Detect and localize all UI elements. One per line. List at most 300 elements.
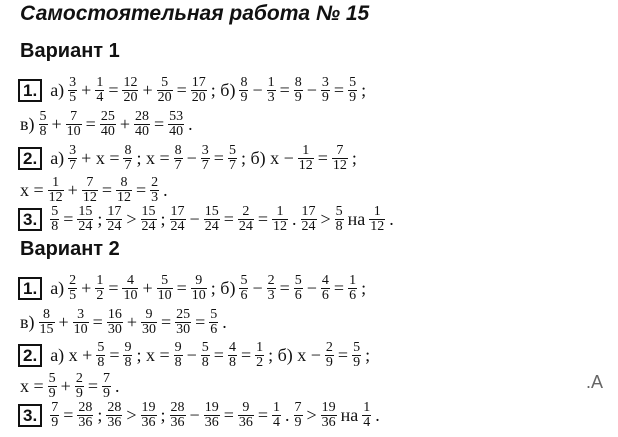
fraction-numerator: 2: [242, 203, 250, 219]
fraction-numerator: 25: [176, 306, 191, 322]
fraction-numerator: 28: [134, 108, 149, 124]
fraction: [239, 274, 248, 303]
fraction: [335, 205, 344, 234]
fraction-numerator: 8: [240, 74, 248, 90]
math-text: ;: [361, 277, 367, 298]
fraction: [141, 401, 157, 430]
math-text: ;: [365, 344, 371, 365]
fraction-numerator: 53: [169, 108, 184, 124]
fraction-denominator: 40: [100, 123, 115, 139]
fraction-numerator: 5: [97, 339, 105, 355]
math-text: x =: [20, 179, 44, 200]
fraction-denominator: 3: [267, 89, 275, 105]
fraction-numerator: 5: [349, 74, 357, 90]
fraction-denominator: 10: [191, 287, 206, 303]
fraction-numerator: 1: [276, 203, 284, 219]
fraction-denominator: 9: [294, 414, 302, 430]
fraction: [174, 144, 183, 173]
math-text: −: [189, 208, 200, 229]
fraction-denominator: 36: [170, 414, 185, 430]
fraction-denominator: 9: [294, 89, 302, 105]
fraction: [170, 205, 186, 234]
math-text: .: [163, 179, 168, 200]
fraction-numerator: 1: [52, 174, 60, 190]
fraction-numerator: 1: [96, 272, 104, 288]
fraction-numerator: 2: [267, 272, 275, 288]
math-text: >: [126, 208, 137, 229]
fraction: [204, 401, 220, 430]
fraction-numerator: 2: [75, 370, 83, 386]
variant-1-line-1: [18, 72, 368, 108]
fraction-numerator: 5: [161, 74, 169, 90]
fraction-numerator: 15: [78, 203, 93, 219]
fraction-numerator: 8: [294, 74, 302, 90]
fraction-denominator: 24: [141, 218, 156, 234]
fraction-denominator: 24: [204, 218, 219, 234]
fraction-numerator: 1: [273, 399, 280, 415]
fraction-numerator: 28: [170, 399, 185, 415]
fraction: [321, 274, 330, 303]
fraction-numerator: 9: [145, 306, 153, 322]
math-text: =: [279, 79, 290, 100]
fraction-denominator: 9: [240, 89, 248, 105]
fraction-numerator: 9: [242, 399, 250, 415]
fraction-denominator: 8: [335, 218, 343, 234]
fraction: [77, 401, 93, 430]
fraction-denominator: 10: [73, 321, 88, 337]
fraction-denominator: 7: [201, 157, 209, 173]
variant-2-heading: Вариант 2: [20, 238, 120, 260]
math-text: −: [186, 344, 197, 365]
fraction: [141, 205, 157, 234]
fraction: [68, 144, 77, 173]
math-text: на: [340, 404, 359, 425]
fraction: [170, 401, 186, 430]
fraction-numerator: 1: [302, 142, 310, 158]
fraction-denominator: 6: [321, 287, 329, 303]
fraction-denominator: 10: [123, 287, 138, 303]
variant-1-line-2: [18, 106, 195, 142]
math-text: +: [119, 113, 130, 134]
math-text: =: [279, 277, 290, 298]
fraction-denominator: 4: [273, 414, 280, 430]
fraction-denominator: 8: [124, 354, 132, 370]
fraction: [122, 76, 138, 105]
fraction-numerator: 9: [195, 272, 203, 288]
fraction-numerator: 1: [363, 399, 371, 415]
fraction-numerator: 25: [100, 108, 115, 124]
fraction-numerator: 4: [321, 272, 329, 288]
fraction-denominator: 15: [39, 321, 54, 337]
fraction-numerator: 4: [126, 272, 134, 288]
fraction-denominator: 9: [321, 89, 329, 105]
fraction: [134, 110, 150, 139]
math-text: =: [333, 79, 345, 100]
fraction-numerator: 3: [69, 142, 77, 158]
fraction-numerator: 28: [107, 399, 122, 415]
fraction-denominator: 20: [123, 89, 138, 105]
fraction-denominator: 9: [353, 354, 361, 370]
fraction-denominator: 6: [210, 321, 218, 337]
math-text: =: [109, 344, 120, 365]
variant-2-line-2: [18, 304, 229, 340]
fraction-numerator: 17: [170, 203, 185, 219]
math-text: x =: [20, 375, 44, 396]
fraction-denominator: 8: [51, 218, 59, 234]
fraction-denominator: 36: [78, 414, 93, 430]
fraction: [174, 341, 183, 370]
math-text: =: [85, 113, 96, 134]
fraction-numerator: 28: [78, 399, 93, 415]
fraction: [294, 76, 303, 105]
math-text: −: [306, 79, 317, 100]
fraction: [73, 308, 89, 337]
fraction-denominator: 36: [107, 414, 122, 430]
fraction-numerator: 1: [96, 74, 104, 90]
fraction-denominator: 4: [363, 414, 371, 430]
fraction-numerator: 8: [120, 174, 128, 190]
fraction-denominator: 6: [349, 287, 357, 303]
task-number-box: 3.: [18, 208, 42, 231]
fraction-denominator: 6: [240, 287, 248, 303]
fraction: [95, 274, 104, 303]
variant-2-line-5: [18, 397, 382, 433]
math-text: >: [306, 404, 317, 425]
task-number-box: 3.: [18, 404, 42, 427]
fraction-denominator: 12: [116, 189, 131, 205]
margin-mark: .A: [586, 372, 604, 392]
fraction-denominator: 30: [107, 321, 122, 337]
fraction-denominator: 2: [256, 354, 264, 370]
math-text: в): [20, 113, 35, 134]
fraction-numerator: 5: [240, 272, 248, 288]
fraction-numerator: 7: [336, 142, 344, 158]
math-text: =: [63, 208, 74, 229]
fraction-denominator: 36: [321, 414, 336, 430]
fraction-numerator: 19: [141, 399, 156, 415]
task-number-box: 2.: [18, 147, 42, 170]
fraction: [294, 401, 303, 430]
math-text: =: [223, 208, 234, 229]
fraction-denominator: 5: [69, 89, 77, 105]
math-text: =: [63, 404, 74, 425]
fraction: [267, 274, 276, 303]
math-text: на: [347, 208, 366, 229]
fraction-denominator: 24: [170, 218, 185, 234]
fraction-numerator: 5: [48, 370, 56, 386]
fraction-numerator: 17: [191, 74, 206, 90]
fraction-numerator: 9: [174, 339, 182, 355]
math-text: ;: [97, 208, 103, 229]
fraction-denominator: 7: [228, 157, 236, 173]
fraction: [321, 401, 337, 430]
fraction-denominator: 5: [69, 287, 77, 303]
fraction-denominator: 24: [78, 218, 93, 234]
math-text: ;: [351, 147, 357, 168]
fraction: [228, 341, 237, 370]
fraction: [191, 76, 207, 105]
math-text: =: [333, 277, 345, 298]
fraction-numerator: 5: [294, 272, 302, 288]
fraction-denominator: 8: [174, 354, 182, 370]
math-text: .: [389, 208, 394, 229]
math-text: а): [50, 147, 65, 168]
math-text: ;: [160, 208, 166, 229]
math-text: .: [375, 404, 380, 425]
fraction-denominator: 12: [332, 157, 347, 173]
fraction-denominator: 2: [96, 287, 104, 303]
fraction-denominator: 12: [370, 218, 385, 234]
math-text: +: [60, 375, 71, 396]
fraction: [106, 205, 122, 234]
fraction: [348, 274, 357, 303]
task-number-box: 1.: [18, 277, 42, 300]
fraction-denominator: 9: [51, 414, 59, 430]
fraction: [39, 110, 48, 139]
math-text: ;: [97, 404, 103, 425]
math-text: а) x +: [50, 344, 93, 365]
fraction-denominator: 40: [169, 123, 184, 139]
fraction-denominator: 9: [48, 385, 56, 401]
fraction-denominator: 12: [298, 157, 313, 173]
fraction-denominator: 36: [204, 414, 219, 430]
fraction-denominator: 20: [191, 89, 206, 105]
fraction: [321, 76, 330, 105]
math-text: =: [135, 179, 147, 200]
fraction: [191, 274, 207, 303]
fraction-numerator: 17: [107, 203, 122, 219]
math-text: ;: [160, 404, 166, 425]
fraction: [122, 274, 138, 303]
math-text: +: [126, 311, 137, 332]
math-text: >: [320, 208, 331, 229]
fraction-numerator: 3: [69, 74, 77, 90]
math-text: +: [142, 277, 153, 298]
fraction: [50, 401, 59, 430]
fraction-numerator: 3: [201, 142, 209, 158]
math-text: =: [213, 147, 224, 168]
math-text: +: [58, 311, 69, 332]
fraction-numerator: 12: [123, 74, 138, 90]
page-title: Самостоятельная работа № 15: [20, 2, 370, 25]
fraction: [39, 308, 55, 337]
fraction: [239, 76, 248, 105]
fraction: [68, 274, 77, 303]
fraction-numerator: 15: [141, 203, 156, 219]
task-number-box: 2.: [18, 344, 42, 367]
fraction: [141, 308, 157, 337]
fraction-denominator: 3: [267, 287, 275, 303]
variant-1-line-5: [18, 201, 396, 237]
math-text: .: [188, 113, 193, 134]
fraction: [294, 274, 303, 303]
math-text: =: [92, 311, 103, 332]
fraction-denominator: 8: [228, 354, 236, 370]
fraction-denominator: 8: [201, 354, 209, 370]
math-text: + x =: [81, 147, 120, 168]
fraction: [66, 110, 82, 139]
fraction: [68, 76, 77, 105]
math-text: а): [50, 79, 65, 100]
math-text: =: [108, 79, 119, 100]
math-text: =: [223, 404, 234, 425]
fraction-numerator: 5: [51, 203, 59, 219]
fraction-denominator: 40: [134, 123, 149, 139]
math-text: +: [81, 277, 92, 298]
fraction: [96, 341, 105, 370]
fraction-numerator: 5: [201, 339, 209, 355]
fraction-numerator: 5: [335, 203, 343, 219]
math-text: =: [160, 311, 172, 332]
fraction-denominator: 7: [69, 157, 77, 173]
math-text: в): [20, 311, 35, 332]
fraction-denominator: 36: [141, 414, 156, 430]
fraction: [272, 205, 288, 234]
fraction-denominator: 36: [238, 414, 253, 430]
fraction-denominator: 9: [102, 385, 110, 401]
fraction-numerator: 7: [102, 370, 110, 386]
math-text: −: [186, 147, 197, 168]
fraction-numerator: 1: [267, 74, 275, 90]
fraction-numerator: 8: [124, 142, 132, 158]
fraction-numerator: 5: [39, 108, 47, 124]
math-text: =: [257, 404, 268, 425]
fraction-numerator: 16: [107, 306, 122, 322]
fraction: [77, 205, 93, 234]
fraction: [50, 205, 59, 234]
fraction-denominator: 3: [151, 189, 159, 205]
fraction-numerator: 19: [204, 399, 219, 415]
math-text: =: [153, 113, 165, 134]
fraction: [123, 144, 132, 173]
fraction: [123, 341, 132, 370]
fraction-numerator: 3: [321, 74, 329, 90]
fraction-denominator: 24: [107, 218, 122, 234]
fraction-denominator: 12: [273, 218, 287, 234]
math-text: .: [222, 311, 227, 332]
fraction-numerator: 2: [151, 174, 159, 190]
fraction: [95, 76, 104, 105]
math-text: =: [87, 375, 98, 396]
fraction-numerator: 4: [228, 339, 236, 355]
math-text: −: [252, 79, 263, 100]
fraction-denominator: 30: [141, 321, 156, 337]
fraction-numerator: 1: [256, 339, 264, 355]
fraction-numerator: 7: [86, 174, 94, 190]
math-text: =: [176, 277, 187, 298]
math-text: ; б): [210, 277, 236, 298]
math-text: +: [67, 179, 78, 200]
math-text: −: [252, 277, 263, 298]
math-text: .: [114, 375, 120, 396]
fraction-numerator: 17: [301, 203, 316, 219]
variant-2-line-1: [18, 270, 368, 306]
fraction-denominator: 7: [124, 157, 132, 173]
math-text: +: [51, 113, 62, 134]
fraction: [175, 308, 191, 337]
fraction-numerator: 5: [353, 339, 361, 355]
fraction: [228, 144, 237, 173]
fraction-numerator: 9: [124, 339, 132, 355]
math-text: ; б) x −: [268, 344, 321, 365]
fraction-numerator: 3: [77, 306, 85, 322]
fraction: [298, 144, 314, 173]
fraction: [362, 401, 371, 430]
fraction-denominator: 24: [238, 218, 253, 234]
fraction: [157, 274, 173, 303]
fraction-numerator: 8: [43, 306, 50, 322]
math-text: =: [101, 179, 112, 200]
fraction-denominator: 30: [176, 321, 191, 337]
math-text: ; x =: [136, 344, 170, 365]
math-text: =: [317, 147, 328, 168]
math-text: ;: [361, 79, 367, 100]
fraction-numerator: 15: [204, 203, 219, 219]
variant-1-heading: Вариант 1: [20, 40, 120, 62]
fraction-numerator: 5: [161, 272, 169, 288]
math-text: =: [176, 79, 187, 100]
fraction-numerator: 7: [51, 399, 59, 415]
fraction: [352, 341, 361, 370]
fraction-numerator: 1: [349, 272, 357, 288]
fraction-numerator: 2: [325, 339, 333, 355]
fraction: [209, 308, 218, 337]
math-text: +: [142, 79, 153, 100]
math-text: =: [213, 344, 224, 365]
fraction-denominator: 4: [96, 89, 104, 105]
math-text: −: [306, 277, 317, 298]
math-text: ; б): [210, 79, 236, 100]
fraction: [267, 76, 276, 105]
fraction-denominator: 6: [294, 287, 302, 303]
fraction: [332, 144, 348, 173]
fraction-denominator: 20: [157, 89, 172, 105]
fraction: [157, 76, 173, 105]
math-text: =: [108, 277, 119, 298]
fraction: [369, 205, 385, 234]
fraction-numerator: 19: [321, 399, 336, 415]
fraction-numerator: 8: [174, 142, 182, 158]
math-text: >: [126, 404, 137, 425]
math-text: ; б) x −: [240, 147, 294, 168]
math-text: а): [50, 277, 65, 298]
fraction: [106, 401, 122, 430]
fraction-denominator: 8: [97, 354, 105, 370]
fraction: [107, 308, 123, 337]
fraction: [255, 341, 264, 370]
fraction-numerator: 1: [373, 203, 381, 219]
math-text: =: [257, 208, 268, 229]
task-number-box: 1.: [18, 79, 42, 102]
fraction-numerator: 5: [228, 142, 236, 158]
math-text: .: [292, 208, 297, 229]
fraction-denominator: 12: [82, 189, 97, 205]
math-text: =: [337, 344, 349, 365]
math-text: =: [195, 311, 206, 332]
fraction-denominator: 7: [174, 157, 182, 173]
fraction: [201, 144, 210, 173]
fraction-denominator: 10: [157, 287, 172, 303]
fraction: [201, 341, 210, 370]
fraction-numerator: 5: [210, 306, 218, 322]
fraction: [272, 401, 281, 430]
fraction: [238, 401, 254, 430]
math-text: ; x =: [136, 147, 170, 168]
fraction: [301, 205, 317, 234]
math-text: +: [81, 79, 92, 100]
fraction: [348, 76, 357, 105]
fraction-denominator: 9: [75, 385, 83, 401]
